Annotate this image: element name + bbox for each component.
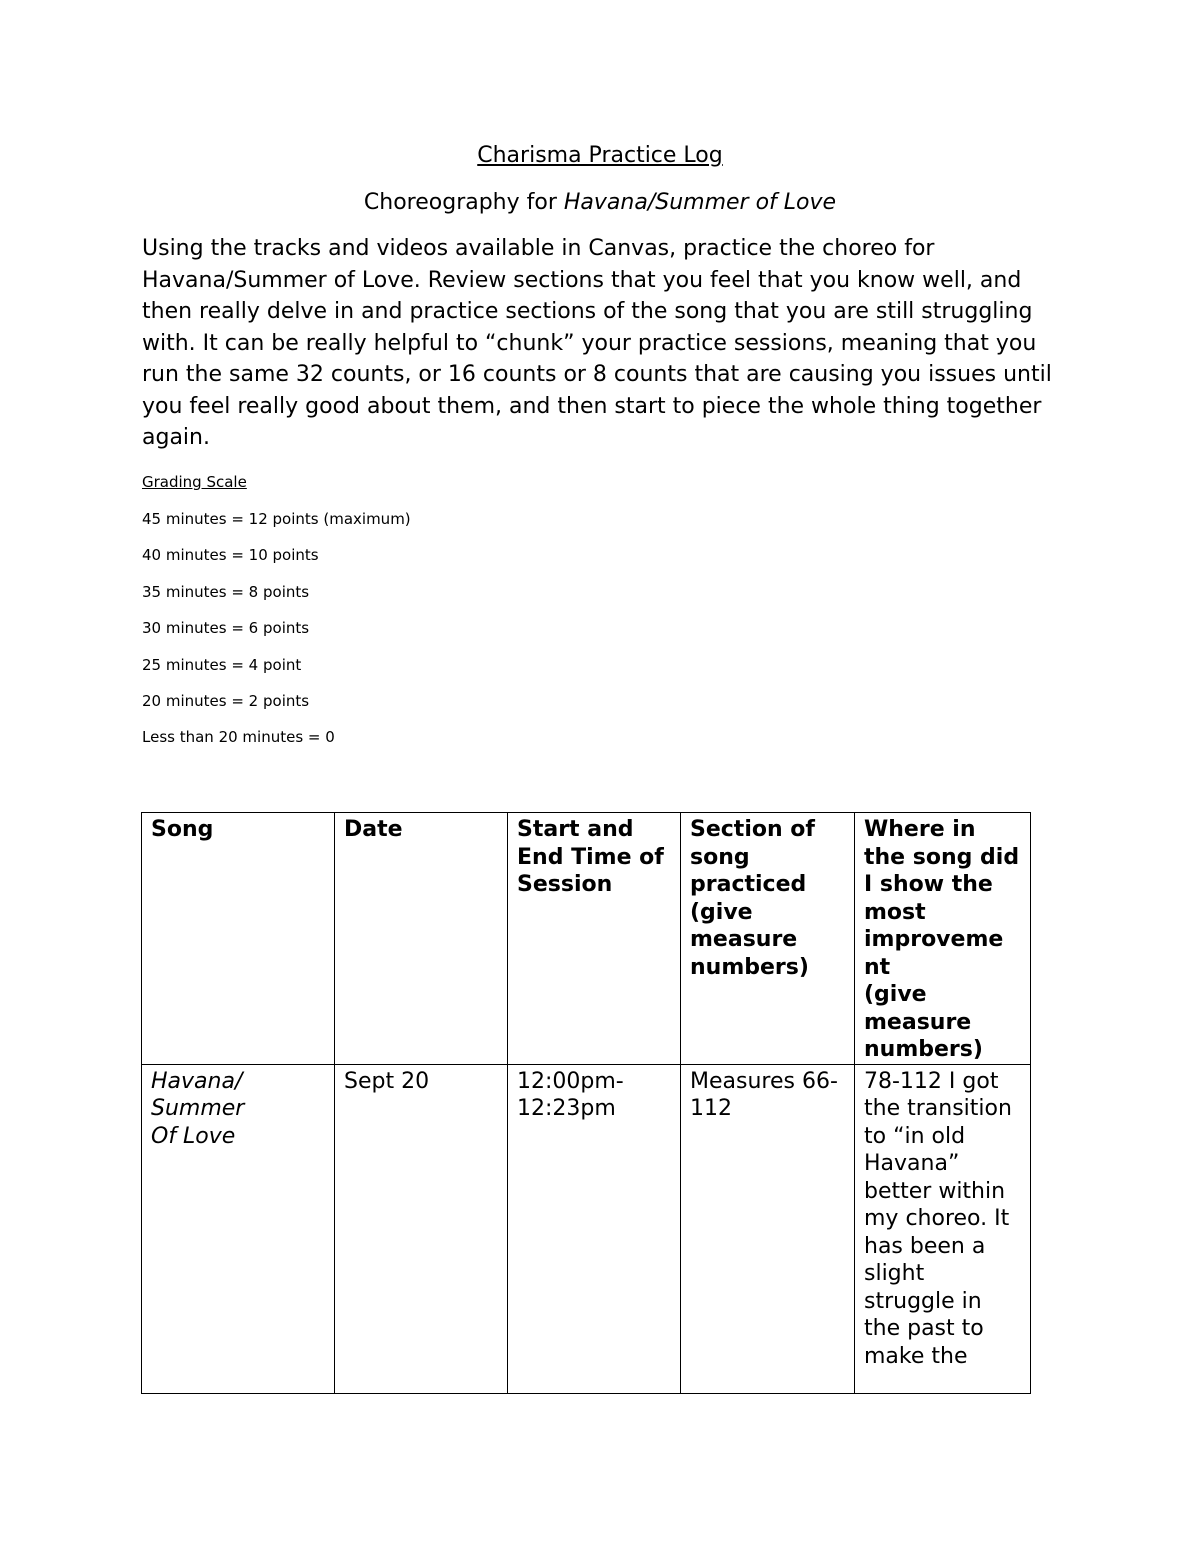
instructions-paragraph: Using the tracks and videos available in Canvas, practice the choreo for Havana/Summer of Love. Review sections that you feel that you know well, and then really delve in and practice sections of the song that you are still struggling with. It can be really helpful to “chunk” your practice sessions, meaning that you run the same 32 counts, or 16 counts or 8 counts that are causing you issues until you feel really good about them, and then start to piece the whole thing together again. <box>142 236 1052 450</box>
grading-scale-heading: Grading Scale <box>142 473 247 491</box>
header-song: Song <box>142 813 335 1065</box>
header-section-practiced: Section of song practiced (give measure numbers) <box>681 813 855 1065</box>
cell-song: Havana/ Summer Of Love <box>142 1064 335 1393</box>
practice-log-table <box>141 812 1031 1394</box>
grading-item: 30 minutes = 6 points <box>142 619 310 638</box>
grading-item: 45 minutes = 12 points (maximum) <box>142 510 411 528</box>
page-subtitle <box>0 187 1200 219</box>
page-title: Charisma Practice Log <box>477 143 723 168</box>
grading-item: 25 minutes = 4 point <box>142 655 302 674</box>
header-most-improvement: Where in the song did I show the most improveme nt (give measure numbers) <box>855 813 1031 1065</box>
cell-section-practiced: Measures 66-112 <box>681 1064 855 1393</box>
grading-item: 35 minutes = 8 points <box>142 582 310 601</box>
subtitle-prefix: Choreography for <box>363 190 564 215</box>
grading-item: 20 minutes = 2 points <box>142 691 310 710</box>
cell-most-improvement: 78-112 I got the transition to “in old Havana” better within my choreo. It has been a slight struggle in the past to make the <box>855 1064 1031 1393</box>
subtitle-song-name: Havana/Summer of Love <box>563 190 837 215</box>
grading-item: Less than 20 minutes = 0 <box>142 728 335 747</box>
cell-date: Sept 20 <box>335 1064 508 1393</box>
table-header-row <box>142 813 1031 1065</box>
header-date: Date <box>335 813 508 1065</box>
grading-item: 40 minutes = 10 points <box>142 546 319 565</box>
cell-session-time: 12:00pm- 12:23pm <box>508 1064 681 1393</box>
grading-scale-list <box>142 509 411 764</box>
header-session-time: Start and End Time of Session <box>508 813 681 1065</box>
table-row <box>142 1064 1031 1393</box>
